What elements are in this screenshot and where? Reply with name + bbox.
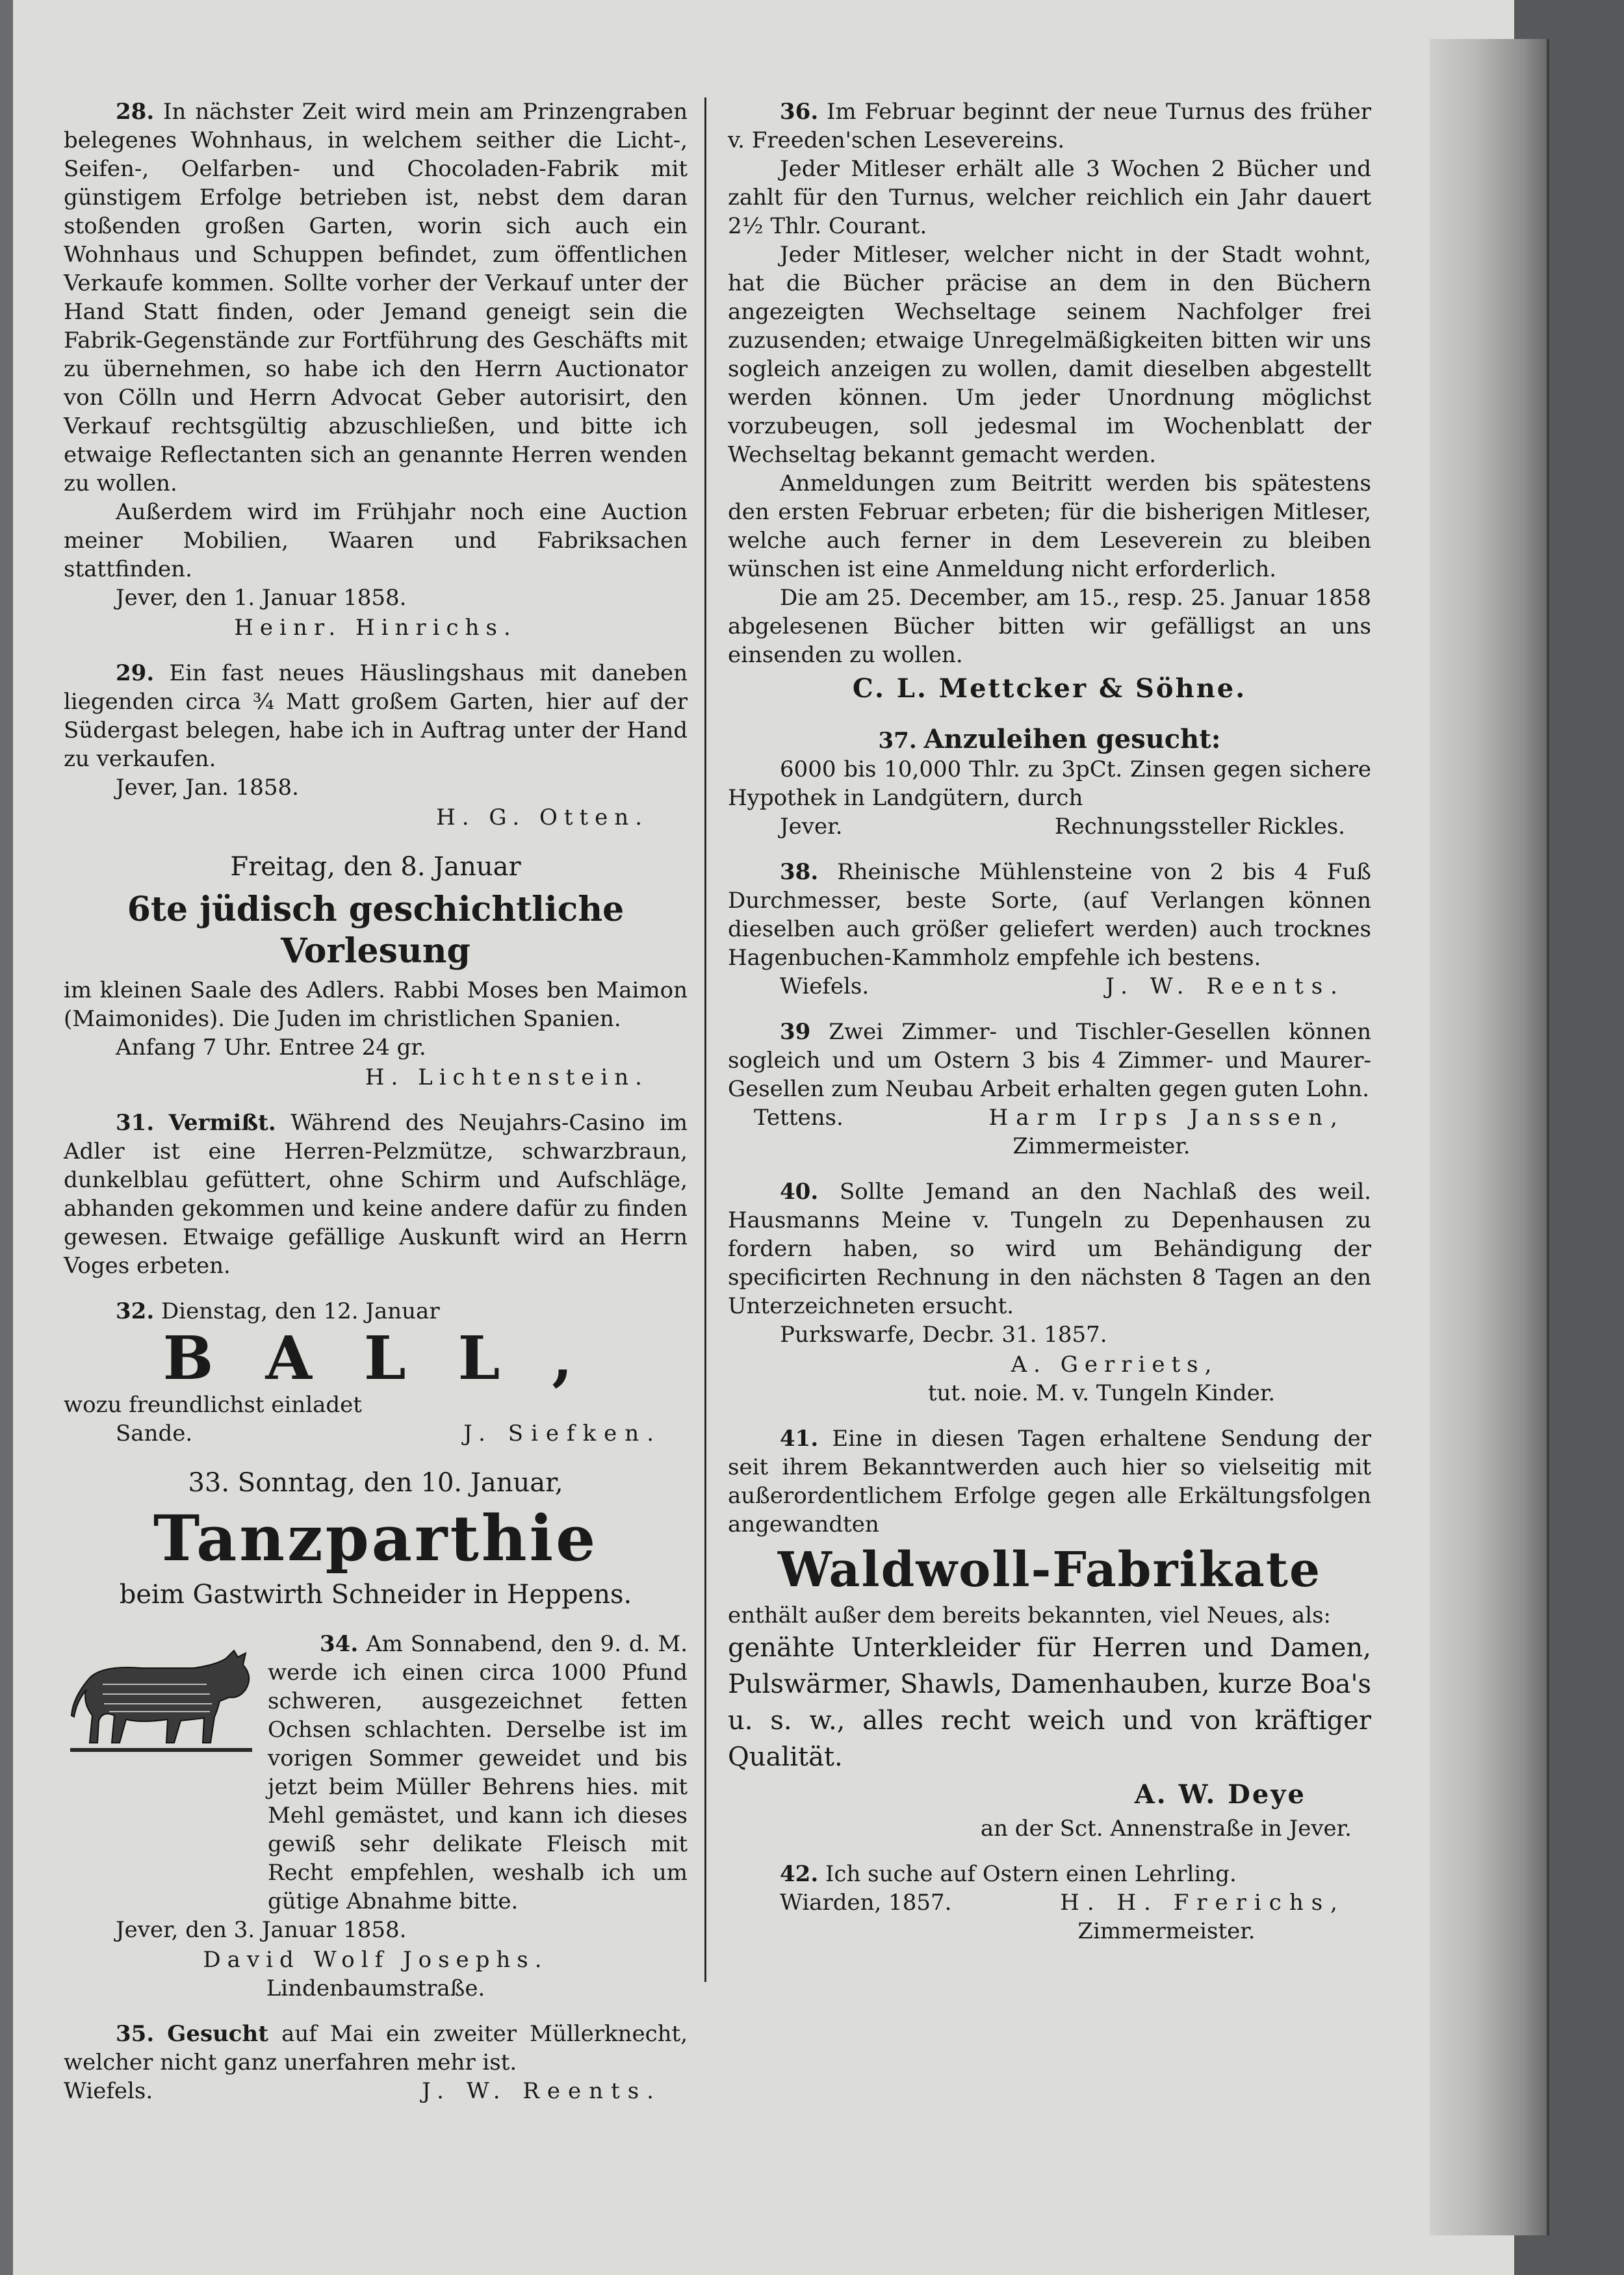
ad-text: beim Gastwirth Schneider in Heppens. bbox=[119, 1580, 632, 1610]
ad-place: Wiefels. bbox=[64, 2078, 153, 2104]
ad-place: Sande. bbox=[116, 1420, 193, 1446]
scan-edge bbox=[0, 0, 13, 2275]
ad-signature: J. Siefken. bbox=[463, 1420, 662, 1446]
ad-signature: A. W. Deye bbox=[1134, 1779, 1306, 1810]
ad-number: 38. bbox=[780, 859, 819, 885]
ad-42 bbox=[728, 1860, 1371, 1946]
ad-text: Sollte Jemand an den Nachlaß des weil. Hausmanns Meine v. Tungeln zu Depenhausen zu fordern haben, so wird um Behändigung der specificirten Rechnung in den nächsten 8 Tagen an den Unterzeichneten ersucht. bbox=[728, 1179, 1371, 1319]
ad-32 bbox=[64, 1297, 688, 1448]
ad-36 bbox=[728, 97, 1371, 708]
ad-text: 6000 bis 10,000 Thlr. zu 3pCt. Zinsen gegen sichere Hypothek in Landgütern, durch bbox=[728, 756, 1371, 811]
ad-signature: J. W. Reents. bbox=[1105, 973, 1345, 999]
ad-signature: H. H. Frerichs, bbox=[1060, 1890, 1345, 1916]
ad-number: 37. bbox=[878, 728, 917, 754]
ad-place-date: Wiarden, 1857. bbox=[780, 1890, 952, 1916]
ad-number: 35. bbox=[116, 2021, 155, 2047]
ad-number: 34. bbox=[320, 1631, 359, 1657]
ad-29 bbox=[64, 659, 688, 832]
ad-number: 32. bbox=[116, 1298, 155, 1324]
ad-date-line bbox=[64, 1465, 688, 1501]
ad-text: Zwei Zimmer- und Tischler-Gesellen können sogleich und um Ostern 3 bis 4 Zimmer- und Maurer-Gesellen zum Neubau Arbeit erhalten gegen guten Lohn. bbox=[728, 1019, 1371, 1102]
ad-place-date: Purkswarfe, Decbr. 31. 1857. bbox=[780, 1322, 1107, 1348]
ad-28 bbox=[64, 97, 688, 642]
ad-number: 31. bbox=[116, 1110, 155, 1136]
ad-place: Wiefels. bbox=[780, 973, 870, 999]
ad-text: Jeder Mitleser, welcher nicht in der Stadt wohnt, hat die Bücher präcise an dem in den Büchern angezeigten Wechseltage seinem Nachfolger frei zuzusenden; etwaige Unregelmäßigkeiten bitten wir uns sogleich anzeigen zu wollen, damit dieselben abgestellt werden können. Um jeder Unordnung möglichst vorzubeugen, soll jedesmal im Wochenblatt der Wechseltag bekannt gemacht werden. bbox=[728, 242, 1371, 468]
ad-40 bbox=[728, 1177, 1371, 1407]
ad-31 bbox=[64, 1109, 688, 1280]
ad-signature: H. Lichtenstein. bbox=[365, 1064, 649, 1090]
ad-date: Freitag, den 8. Januar bbox=[230, 852, 521, 882]
ad-number: 42. bbox=[780, 1861, 819, 1887]
ad-street: an der Sct. Annenstraße in Jever. bbox=[980, 1816, 1352, 1842]
ad-place-date: Jever, den 1. Januar 1858. bbox=[116, 585, 407, 611]
ad-text: Anmeldungen zum Beitritt werden bis spätestens den ersten Februar erbeten; für die bisherigen Mitleser, welche auch ferner in dem Leseverein zu bleiben wünschen ist eine Anmeldung nicht erforderlich. bbox=[728, 470, 1371, 582]
ad-date: Sonntag, den 10. Januar, bbox=[237, 1468, 563, 1498]
ad-headline: Tanzparthie bbox=[153, 1502, 599, 1575]
ad-headline: Waldwoll-Fabrikate bbox=[777, 1542, 1322, 1598]
ad-text: Im Februar beginnt der neue Turnus des früher v. Freeden'schen Lesevereins. bbox=[728, 99, 1372, 153]
ad-text: Während des Neujahrs-Casino im Adler ist eine Herren-Pelzmütze, schwarzbraun, dunkelblau gefüttert, ohne Schirm und Aufschläge, abhanden gekommen und keine andere dafür zu finden gewesen. Etwaige gefällige Auskunft wird an Herrn Voges erbeten. bbox=[64, 1110, 688, 1279]
ad-35 bbox=[64, 2020, 688, 2105]
ad-signature: C. L. Mettcker & Söhne. bbox=[852, 673, 1247, 704]
ad-number: 29. bbox=[116, 660, 155, 686]
ad-text: Rheinische Mühlensteine von 2 bis 4 Fuß Durchmesser, beste Sorte, (auf Verlangen können dieselben auch größer geliefert werden) auch trocknes Hagenbuchen-Kammholz empfehle ich bestens. bbox=[728, 859, 1371, 971]
ad-signature: Harm Irps Janssen, bbox=[988, 1105, 1345, 1131]
ad-title: Vermißt. bbox=[168, 1110, 276, 1136]
ad-text: Anfang 7 Uhr. Entree 24 gr. bbox=[116, 1035, 426, 1060]
ad-signature: J. W. Reents. bbox=[422, 2078, 662, 2104]
ad-text: Die am 25. December, am 15., resp. 25. Januar 1858 abgelesenen Bücher bitten wir gefälligst an uns einsenden zu wollen. bbox=[728, 585, 1371, 668]
ad-text: auf Mai ein zweiter Müllerknecht, welcher nicht ganz unerfahren mehr ist. bbox=[64, 2021, 688, 2076]
ad-number: 28. bbox=[116, 99, 155, 125]
ad-text: im kleinen Saale des Adlers. Rabbi Moses ben Maimon (Maimonides). Die Juden im christlichen Spanien. bbox=[64, 977, 688, 1032]
ad-number: 41. bbox=[780, 1426, 819, 1452]
ad-place-date: Jever, Jan. 1858. bbox=[116, 775, 299, 801]
ad-text: genähte Unterkleider für Herren und Damen, Pulswärmer, Shawls, Damenhauben, kurze Boa's u. s. w., alles recht weich und von kräftiger Qualität. bbox=[728, 1633, 1371, 1772]
ad-role: Zimmermeister. bbox=[1077, 1918, 1256, 1944]
ad-number: 36. bbox=[780, 99, 819, 125]
ad-date: Dienstag, den 12. Januar bbox=[161, 1298, 440, 1324]
ad-title: Anzuleihen gesucht: bbox=[923, 724, 1221, 754]
ad-signature: Heinr. Hinrichs. bbox=[234, 615, 517, 641]
ad-place: Tettens. bbox=[754, 1105, 844, 1131]
left-column bbox=[64, 97, 688, 2122]
ad-37 bbox=[728, 725, 1371, 841]
ad-role: tut. noie. M. v. Tungeln Kinder. bbox=[927, 1380, 1276, 1406]
column-divider bbox=[704, 97, 706, 1982]
book-binding-edge bbox=[1430, 39, 1549, 2235]
ad-text: Ich suche auf Ostern einen Lehrling. bbox=[825, 1861, 1237, 1887]
ad-text: Ein fast neues Häuslingshaus mit daneben liegenden circa ¾ Matt großem Garten, hier auf der Südergast belegen, habe ich in Auftrag unter der Hand zu verkaufen. bbox=[64, 660, 688, 772]
ad-place: Jever. bbox=[780, 814, 843, 840]
ad-number: 39 bbox=[780, 1019, 811, 1045]
ad-text: enthält außer dem bereits bekannten, viel Neues, als: bbox=[728, 1602, 1331, 1628]
ad-33 bbox=[64, 1465, 688, 1613]
ad-text: Außerdem wird im Frühjahr noch eine Auction meiner Mobilien, Waaren und Fabriksachen stattfinden. bbox=[64, 499, 688, 582]
ad-34 bbox=[64, 1630, 688, 2003]
ad-title: Gesucht bbox=[167, 2021, 268, 2047]
ad-30 bbox=[64, 849, 688, 1092]
ad-signature: H. G. Otten. bbox=[436, 804, 649, 830]
right-column bbox=[728, 97, 1371, 1962]
ad-38 bbox=[728, 858, 1371, 1001]
ad-signature: A. Gerriets, bbox=[1011, 1352, 1218, 1378]
ad-signature: Rechnungssteller Rickles. bbox=[1054, 814, 1345, 840]
ad-number: 40. bbox=[780, 1179, 819, 1205]
ad-text: In nächster Zeit wird mein am Prinzengraben belegenes Wohnhaus, in welchem seither die Licht-, Seifen-, Oelfarben- und Chocoladen-Fabrik mit günstigem Erfolge betrieben ist, nebst dem daran stoßenden großen Garten, worin sich auch ein Wohnhaus und Schuppen befindet, zum öffentlichen Verkaufe kommen. Sollte vorher der Verkauf unter der Hand Statt finden, oder Jemand geneigt sein die Fabrik-Gegenstände zur Fortführung des Geschäfts mit zu übernehmen, so habe ich den Herrn Auctionator von Cölln und Herrn Advocat Geber autorisirt, den Verkauf rechtsgültig abzuschließen, und bitte ich etwaige Reflectanten sich an genannte Herren wenden zu wollen. bbox=[64, 99, 688, 496]
ad-text: Jeder Mitleser erhält alle 3 Wochen 2 Bücher und zahlt für den Turnus, welcher reichlich ein Jahr dauert 2½ Thlr. Courant. bbox=[728, 156, 1371, 239]
ad-street: Lindenbaumstraße. bbox=[266, 1975, 485, 2001]
ad-text: wozu freundlichst einladet bbox=[64, 1392, 362, 1418]
ad-text: Eine in diesen Tagen erhaltene Sendung der seit ihrem Bekanntwerden auch hier so vielseitig mit außerordentlichem Erfolge gegen alle Erkältungsfolgen angewandten bbox=[728, 1426, 1372, 1537]
ad-text: Am Sonnabend, den 9. d. M. werde ich einen circa 1000 Pfund schweren, ausgezeichnet fetten Ochsen schlachten. Derselbe ist im vorigen Sommer geweidet und bis jetzt beim Müller Behrens hies. mit Mehl gemästet, und kann ich dieses gewiß sehr delikate Fleisch mit Recht empfehlen, weshalb ich um gütige Abnahme bitte. bbox=[268, 1631, 688, 1914]
ad-signature: David Wolf Josephs. bbox=[203, 1947, 548, 1973]
ox-icon bbox=[64, 1639, 259, 1762]
ad-39 bbox=[728, 1018, 1371, 1161]
ad-headline: B A L L , bbox=[162, 1323, 589, 1393]
ad-headline: 6te jüdisch geschichtliche Vorlesung bbox=[127, 890, 625, 971]
ad-41 bbox=[728, 1424, 1371, 1843]
ad-place-date: Jever, den 3. Januar 1858. bbox=[116, 1917, 407, 1943]
ad-role: Zimmermeister. bbox=[1012, 1133, 1191, 1159]
ad-number: 33. bbox=[188, 1468, 230, 1498]
